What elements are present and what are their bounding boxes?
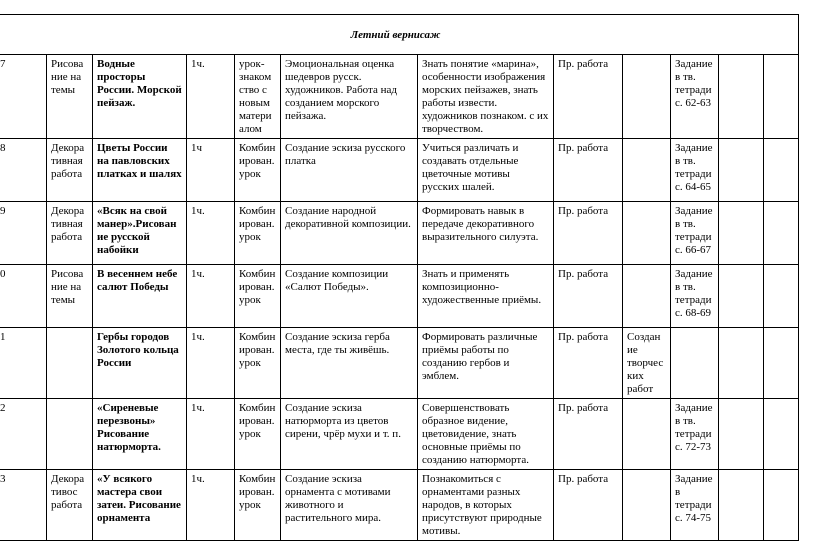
table-row <box>0 265 799 328</box>
lesson-type: Комбинирован. урок <box>235 265 281 328</box>
homework: Задание в тв. тетради с. 62-63 <box>671 55 719 139</box>
lesson-plan-table <box>0 14 799 541</box>
hours: 1ч. <box>187 470 235 541</box>
extra-activity <box>623 399 671 470</box>
empty-cell <box>719 265 764 328</box>
learning-outcome: Совершенствовать образное видение, цветовидение, знать основные приёмы по созданию натюрморта. <box>418 399 554 470</box>
empty-cell <box>719 328 764 399</box>
hours: 1ч <box>187 139 235 202</box>
lesson-type: Комбинирован. урок <box>235 139 281 202</box>
table-row <box>0 399 799 470</box>
control-form: Пр. работа <box>554 202 623 265</box>
lesson-topic: «Всяк на свой манер».Рисование русской набойки <box>93 202 187 265</box>
learning-outcome: Формировать различные приёмы работы по созданию гербов и эмблем. <box>418 328 554 399</box>
hours: 1ч. <box>187 55 235 139</box>
control-form: Пр. работа <box>554 139 623 202</box>
activity-type: Рисование на темы <box>47 265 93 328</box>
activity-type <box>47 328 93 399</box>
homework: Задание в тв. тетради с. 64-65 <box>671 139 719 202</box>
extra-activity <box>623 139 671 202</box>
lesson-content: Создание композиции «Салют Победы». <box>281 265 418 328</box>
empty-cell <box>719 139 764 202</box>
homework <box>671 328 719 399</box>
lesson-type: Комбинирован. урок <box>235 399 281 470</box>
control-form: Пр. работа <box>554 265 623 328</box>
lesson-number: 1 <box>0 328 47 399</box>
lesson-content: Создание эскиза русского платка <box>281 139 418 202</box>
empty-cell <box>764 470 799 541</box>
extra-activity <box>623 202 671 265</box>
lesson-type: Комбинирован. урок <box>235 202 281 265</box>
homework: Задание в тв. тетради с. 68-69 <box>671 265 719 328</box>
hours: 1ч. <box>187 265 235 328</box>
learning-outcome: Знать понятие «марина», особенности изображения морских пейзажев, знать работы извести. художников познаком. с их творчеством. <box>418 55 554 139</box>
lesson-content: Создание народной декоративной композиции. <box>281 202 418 265</box>
lesson-number: 0 <box>0 265 47 328</box>
table-row <box>0 328 799 399</box>
homework: Задание в тв. тетради с. 66-67 <box>671 202 719 265</box>
section-title: Летний вернисаж <box>0 15 799 55</box>
homework: Задание в тв. тетради с. 72-73 <box>671 399 719 470</box>
hours: 1ч. <box>187 202 235 265</box>
empty-cell <box>764 55 799 139</box>
lesson-number: 7 <box>0 55 47 139</box>
empty-cell <box>719 470 764 541</box>
lesson-topic: Гербы городов Золотого кольца России <box>93 328 187 399</box>
extra-activity <box>623 265 671 328</box>
learning-outcome: Познакомиться с орнаментами разных народов, в которых присутствуют природные мотивы. <box>418 470 554 541</box>
table-row <box>0 202 799 265</box>
lesson-number: 9 <box>0 202 47 265</box>
control-form: Пр. работа <box>554 399 623 470</box>
control-form: Пр. работа <box>554 55 623 139</box>
lesson-topic: Водные просторы России. Морской пейзаж. <box>93 55 187 139</box>
homework: Задание в тетради с. 74-75 <box>671 470 719 541</box>
empty-cell <box>764 399 799 470</box>
learning-outcome: Знать и применять композиционно-художественные приёмы. <box>418 265 554 328</box>
lesson-content: Создание эскиза натюрморта из цветов сирени, чрёр мухи и т. п. <box>281 399 418 470</box>
lesson-topic: Цветы России на павловских платках и шалях <box>93 139 187 202</box>
lesson-number: 2 <box>0 399 47 470</box>
lesson-type: Комбинирован. урок <box>235 470 281 541</box>
lesson-content: Создание эскиза орнамента с мотивами животного и растительного мира. <box>281 470 418 541</box>
empty-cell <box>719 399 764 470</box>
extra-activity <box>623 470 671 541</box>
lesson-topic: «У всякого мастера свои затеи. Рисование орнамента <box>93 470 187 541</box>
empty-cell <box>719 55 764 139</box>
activity-type: Рисование на темы <box>47 55 93 139</box>
table-row <box>0 55 799 139</box>
activity-type: Декоративная работа <box>47 139 93 202</box>
section-header-row <box>0 15 799 55</box>
activity-type <box>47 399 93 470</box>
lesson-topic: «Сиреневые перезвоны» Рисование натюрморта. <box>93 399 187 470</box>
lesson-type: Комбинирован. урок <box>235 328 281 399</box>
table-row <box>0 139 799 202</box>
learning-outcome: Формировать навык в передаче декоративного выразительного силуэта. <box>418 202 554 265</box>
extra-activity <box>623 55 671 139</box>
lesson-topic: В весеннем небе салют Победы <box>93 265 187 328</box>
extra-activity: Создание творческих работ <box>623 328 671 399</box>
table-row <box>0 470 799 541</box>
lesson-number: 8 <box>0 139 47 202</box>
lesson-type: урок-знакомство с новым материалом <box>235 55 281 139</box>
activity-type: Декоративос работа <box>47 470 93 541</box>
hours: 1ч. <box>187 399 235 470</box>
lesson-content: Эмоциональная оценка шедевров русск. художников. Работа над созданием морского пейзажа. <box>281 55 418 139</box>
learning-outcome: Учиться различать и создавать отдельные цветочные мотивы русских шалей. <box>418 139 554 202</box>
lesson-number: 3 <box>0 470 47 541</box>
control-form: Пр. работа <box>554 328 623 399</box>
empty-cell <box>764 328 799 399</box>
lesson-content: Создание эскиза герба места, где ты живёшь. <box>281 328 418 399</box>
control-form: Пр. работа <box>554 470 623 541</box>
hours: 1ч. <box>187 328 235 399</box>
empty-cell <box>764 202 799 265</box>
empty-cell <box>764 265 799 328</box>
empty-cell <box>719 202 764 265</box>
empty-cell <box>764 139 799 202</box>
activity-type: Декоративная работа <box>47 202 93 265</box>
